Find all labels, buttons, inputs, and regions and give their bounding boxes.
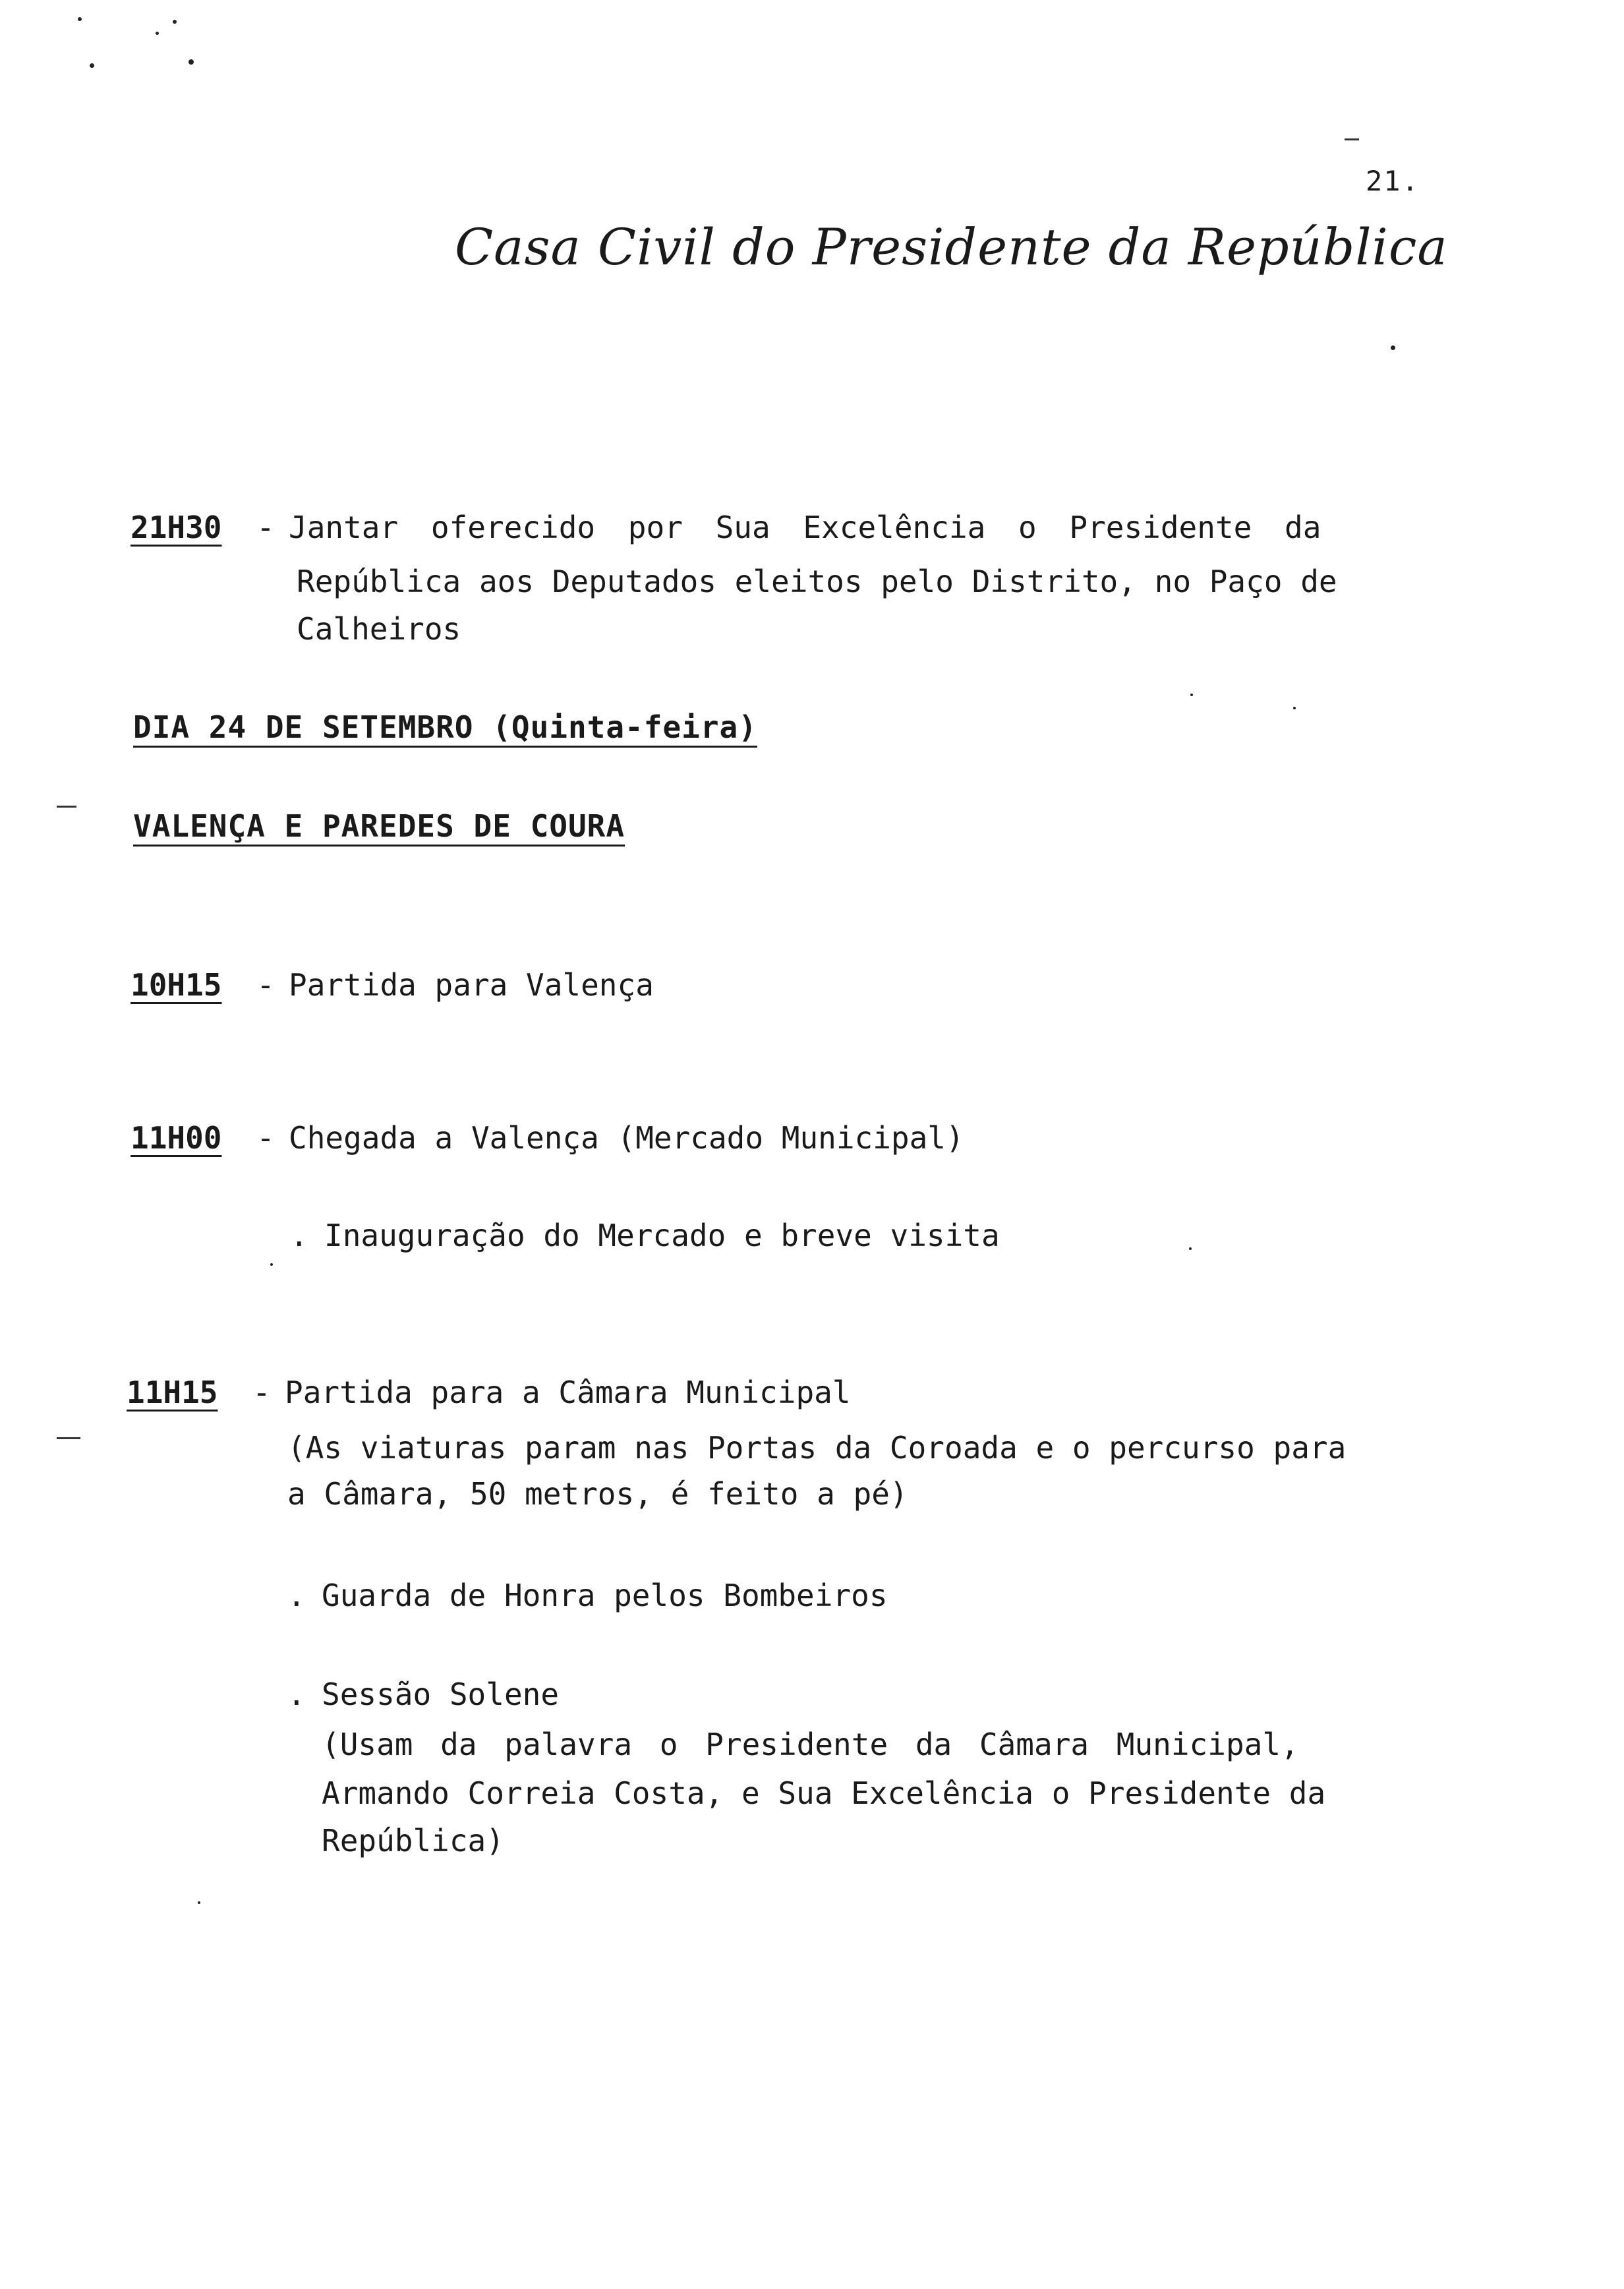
bullet-text: Inauguração do Mercado e breve visita <box>324 1218 1000 1253</box>
scan-dash <box>57 1437 80 1439</box>
bullet-item <box>287 1572 888 1619</box>
schedule-entry-1015 <box>130 960 1482 1010</box>
entry-time: 11H00 <box>130 1120 222 1156</box>
scan-speck <box>173 20 177 24</box>
bullet-dot: . <box>287 1677 306 1712</box>
day-heading: DIA 24 DE SETEMBRO (Quinta-feira) <box>133 709 757 745</box>
scan-speck <box>156 32 159 35</box>
entry-text: Partida para a Câmara Municipal <box>285 1375 851 1410</box>
entry-note: (As viaturas param nas Portas da Coroada e o percurso para <box>287 1430 1347 1466</box>
scan-speck <box>188 59 194 65</box>
schedule-entry-1100 <box>130 1113 1482 1163</box>
bullet-dot: . <box>287 1578 306 1613</box>
entry-separator: - <box>256 967 275 1003</box>
bullet-item <box>287 1671 559 1718</box>
entry-text-continuation: República aos Deputados eleitos pelo Distrito, no Paço de <box>297 564 1337 599</box>
scan-speck <box>1293 707 1296 709</box>
bullet-note: República) <box>322 1823 504 1858</box>
scan-speck <box>198 1901 200 1904</box>
entry-separator: - <box>256 510 275 545</box>
bullet-note: (Usam da palavra o Presidente da Câmara Municipal, <box>322 1727 1299 1762</box>
bullet-text: Guarda de Honra pelos Bombeiros <box>322 1578 888 1613</box>
scan-speck <box>1391 345 1395 350</box>
entry-text: Chegada a Valença (Mercado Municipal) <box>289 1120 964 1156</box>
place-heading: VALENÇA E PAREDES DE COURA <box>133 808 625 844</box>
letterhead: Casa Civil do Presidente da República <box>455 218 1448 276</box>
entry-text: Partida para Valença <box>289 967 654 1003</box>
entry-time: 21H30 <box>130 510 222 545</box>
bullet-item <box>290 1212 1000 1259</box>
scan-speck <box>1190 694 1193 696</box>
schedule-entry-1115 <box>127 1367 1478 1417</box>
entry-separator: - <box>256 1120 275 1156</box>
entry-note: a Câmara, 50 metros, é feito a pé) <box>287 1476 908 1512</box>
bullet-dot: . <box>290 1218 308 1253</box>
scan-speck <box>1189 1247 1192 1250</box>
entry-text-continuation: Calheiros <box>297 611 461 647</box>
scan-speck <box>270 1263 273 1266</box>
bullet-note: Armando Correia Costa, e Sua Excelência o Presidente da <box>322 1775 1326 1811</box>
scan-dash <box>1345 138 1359 140</box>
page-number: 21. <box>1366 165 1420 197</box>
entry-text: Jantar oferecido por Sua Excelência o Presidente da <box>289 510 1321 545</box>
scan-speck <box>78 17 82 21</box>
scan-dash <box>57 806 76 808</box>
bullet-text: Sessão Solene <box>322 1677 560 1712</box>
entry-time: 11H15 <box>127 1375 218 1410</box>
entry-time: 10H15 <box>130 967 222 1003</box>
entry-separator: - <box>252 1375 271 1410</box>
scan-speck <box>90 63 94 68</box>
schedule-entry-2130 <box>130 502 1482 552</box>
